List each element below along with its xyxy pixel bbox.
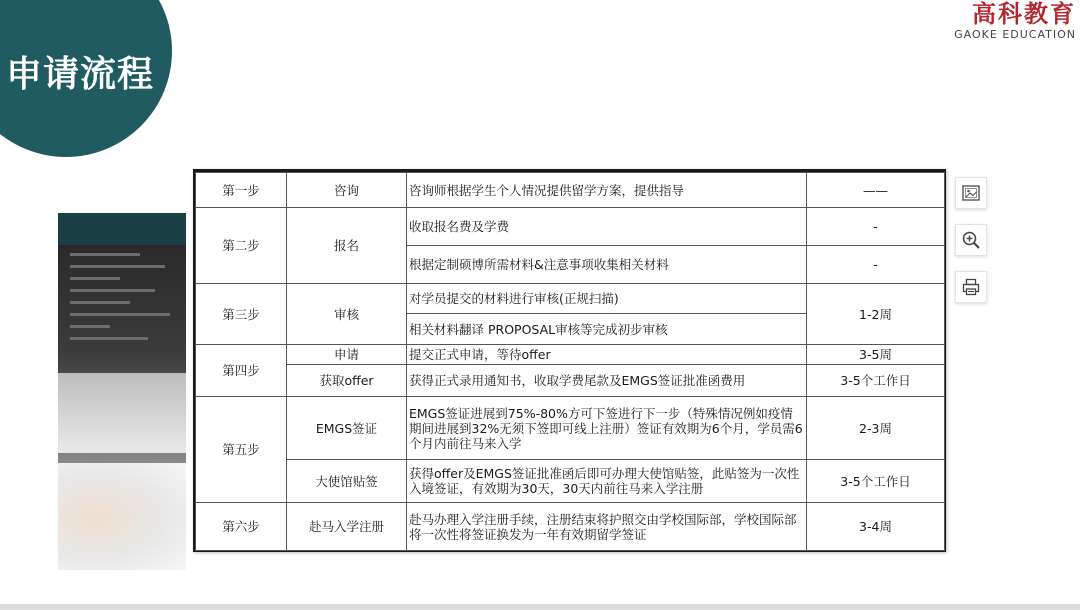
brand-logo bbox=[954, 0, 1076, 42]
stage-cell: 咨询 bbox=[287, 173, 407, 208]
step-cell: 第五步 bbox=[196, 397, 287, 503]
logo-en-text: GAOKE EDUCATION bbox=[954, 28, 1076, 41]
process-table bbox=[195, 172, 945, 551]
table-row bbox=[196, 503, 945, 551]
table-row bbox=[196, 208, 945, 246]
zoom-in-button[interactable] bbox=[955, 224, 987, 256]
time-cell: 3-4周 bbox=[807, 503, 945, 551]
time-cell: 3-5个工作日 bbox=[807, 365, 945, 397]
time-cell: - bbox=[807, 208, 945, 246]
step-cell: 第三步 bbox=[196, 284, 287, 345]
time-cell: 2-3周 bbox=[807, 397, 945, 460]
table-row bbox=[196, 284, 945, 314]
stage-cell: 申请 bbox=[287, 345, 407, 365]
stage-cell: 审核 bbox=[287, 284, 407, 345]
table-row bbox=[196, 397, 945, 460]
table-row bbox=[196, 173, 945, 208]
desc-cell: 赴马办理入学注册手续，注册结束将护照交由学校国际部，学校国际部将一次性将签证换发为一年有效期留学签证 bbox=[407, 503, 807, 551]
stage-cell: 赴马入学注册 bbox=[287, 503, 407, 551]
desc-cell: 获得offer及EMGS签证批准函后即可办理大使馆贴签，此贴签为一次性入境签证，有效期为30天，30天内前往马来入学注册 bbox=[407, 460, 807, 503]
desc-cell: 根据定制硕博所需材料&注意事项收集相关材料 bbox=[407, 246, 807, 284]
time-cell: 1-2周 bbox=[807, 284, 945, 345]
step-cell: 第四步 bbox=[196, 345, 287, 397]
desc-cell: 对学员提交的材料进行审核(正规扫描) bbox=[407, 284, 807, 314]
desc-cell: 相关材料翻译 PROPOSAL审核等完成初步审核 bbox=[407, 314, 807, 345]
laptop-shape bbox=[58, 373, 186, 453]
process-table-frame bbox=[193, 169, 946, 552]
stage-cell: EMGS签证 bbox=[287, 397, 407, 460]
time-cell: - bbox=[807, 246, 945, 284]
step-cell: 第一步 bbox=[196, 173, 287, 208]
table-row bbox=[196, 365, 945, 397]
page-title: 申请流程 bbox=[6, 54, 155, 95]
step-cell: 第六步 bbox=[196, 503, 287, 551]
image-icon bbox=[961, 183, 981, 203]
desc-cell: 获得正式录用通知书，收取学费尾款及EMGS签证批准函费用 bbox=[407, 365, 807, 397]
logo-cn-text: 高科教育 bbox=[972, 0, 1076, 28]
time-cell: 3-5个工作日 bbox=[807, 460, 945, 503]
stage-cell: 报名 bbox=[287, 208, 407, 284]
arm-shape bbox=[58, 463, 186, 570]
print-icon bbox=[961, 277, 981, 297]
zoom-in-icon bbox=[961, 230, 981, 250]
time-cell: 3-5周 bbox=[807, 345, 945, 365]
desc-cell: 提交正式申请，等待offer bbox=[407, 345, 807, 365]
stage-cell: 大使馆贴签 bbox=[287, 460, 407, 503]
time-cell: —— bbox=[807, 173, 945, 208]
table-row bbox=[196, 345, 945, 365]
desc-cell: EMGS签证进展到75%-80%方可下签进行下一步（特殊情况例如疫情期间进展到32%无须下签即可线上注册）签证有效期为6个月，学员需6个月内前往马来入学 bbox=[407, 397, 807, 460]
print-button[interactable] bbox=[955, 271, 987, 303]
desc-cell: 收取报名费及学费 bbox=[407, 208, 807, 246]
image-button[interactable] bbox=[955, 177, 987, 209]
step-cell: 第二步 bbox=[196, 208, 287, 284]
bottom-bar bbox=[0, 604, 1080, 610]
stage-cell: 获取offer bbox=[287, 365, 407, 397]
table-row bbox=[196, 460, 945, 503]
desc-cell: 咨询师根据学生个人情况提供留学方案，提供指导 bbox=[407, 173, 807, 208]
laptop-photo bbox=[58, 213, 186, 570]
